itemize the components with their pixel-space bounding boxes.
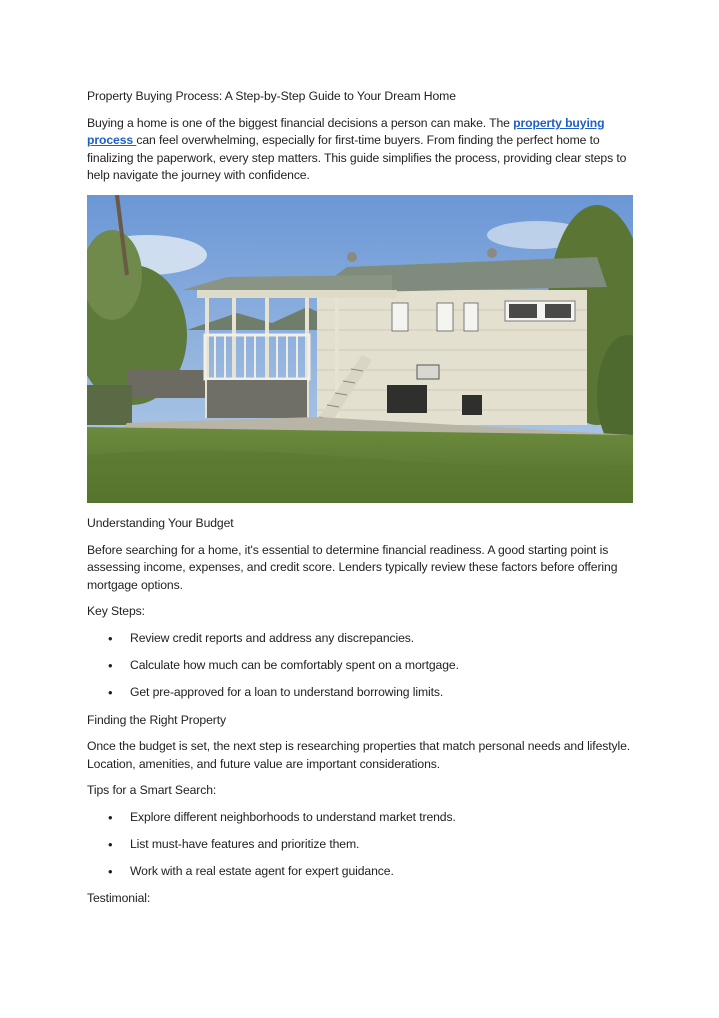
key-steps-list bbox=[87, 630, 633, 702]
document-page bbox=[87, 88, 633, 908]
house-photo bbox=[87, 195, 633, 503]
section-body-property: Once the budget is set, the next step is researching properties that match personal needs and lifestyle. Location, amenities, and future value are important considerations. bbox=[87, 739, 631, 771]
intro-text-before: Buying a home is one of the biggest financial decisions a person can make. The bbox=[87, 115, 514, 130]
list-item: • Calculate how much can be comfortably spent on a mortgage. bbox=[130, 657, 633, 675]
testimonial-label: Testimonial: bbox=[87, 891, 151, 906]
search-tips-list bbox=[87, 809, 633, 881]
list-item: • Work with a real estate agent for expert guidance. bbox=[130, 863, 633, 881]
intro-paragraph bbox=[87, 115, 633, 185]
list-label-search-tips: Tips for a Smart Search: bbox=[87, 783, 217, 798]
intro-text-after: can feel overwhelming, especially for first-time buyers. From finding the perfect home to finalizing the paperwork, every step matters. This guide simplifies the process, providing clear steps to help navigate the journey with confidence. bbox=[87, 133, 627, 183]
section-heading-budget: Understanding Your Budget bbox=[87, 515, 234, 530]
list-item: • List must-have features and prioritize them. bbox=[130, 836, 633, 854]
document-title: Property Buying Process: A Step-by-Step Guide to Your Dream Home bbox=[87, 89, 456, 103]
list-item: • Review credit reports and address any discrepancies. bbox=[130, 630, 633, 648]
property-buying-process-link[interactable]: property buying process bbox=[87, 115, 605, 148]
list-item: • Explore different neighborhoods to understand market trends. bbox=[130, 809, 633, 827]
list-item: • Get pre-approved for a loan to understand borrowing limits. bbox=[130, 684, 633, 702]
section-body-budget: Before searching for a home, it's essential to determine financial readiness. A good starting point is assessing income, expenses, and credit score. Lenders typically review these factors before offering mortgage options. bbox=[87, 542, 618, 592]
section-heading-property: Finding the Right Property bbox=[87, 712, 226, 727]
list-label-key-steps: Key Steps: bbox=[87, 604, 145, 619]
